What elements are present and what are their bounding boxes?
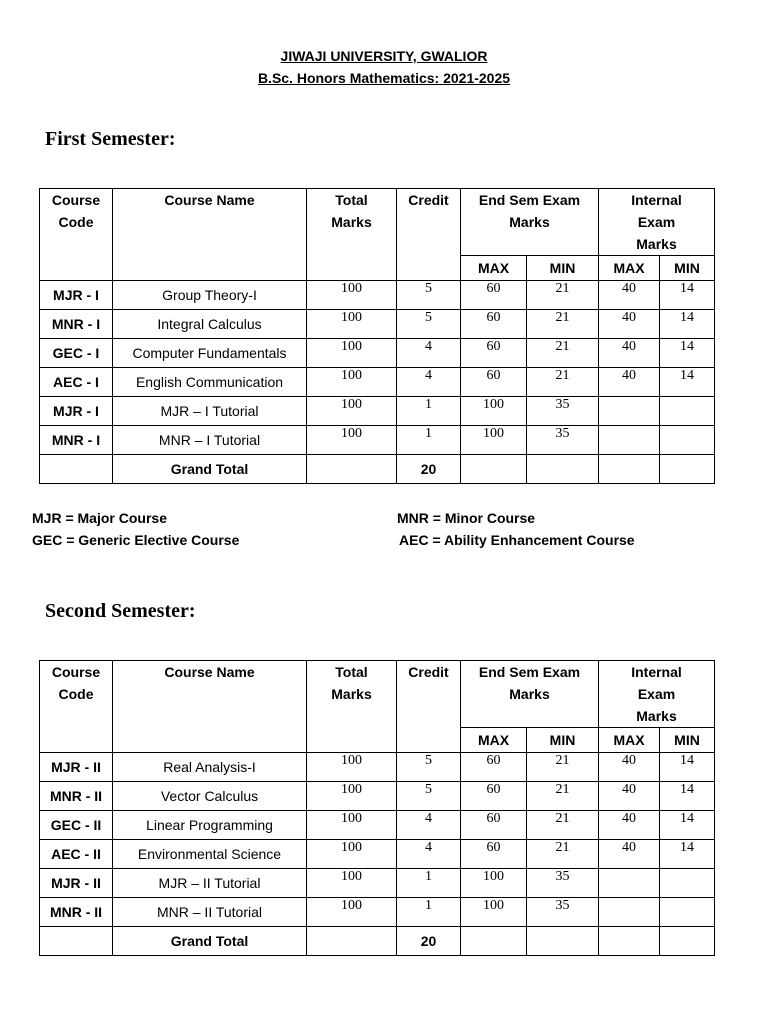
semester-2-title: Second Semester: bbox=[45, 600, 196, 622]
header-course-name: Course Name bbox=[113, 661, 307, 753]
grand-total-row bbox=[40, 927, 715, 956]
int-max: 40 bbox=[599, 782, 660, 811]
course-code: MNR - II bbox=[40, 782, 113, 811]
credit: 4 bbox=[397, 339, 461, 368]
int-max: 40 bbox=[599, 281, 660, 310]
empty-cell bbox=[527, 927, 599, 956]
table-row bbox=[40, 339, 715, 368]
course-name: Integral Calculus bbox=[113, 310, 307, 339]
table-row bbox=[40, 753, 715, 782]
table-row bbox=[40, 310, 715, 339]
total-marks: 100 bbox=[307, 753, 397, 782]
semester-2-table bbox=[39, 660, 715, 956]
course-name: Group Theory-I bbox=[113, 281, 307, 310]
course-code: GEC - I bbox=[40, 339, 113, 368]
credit: 5 bbox=[397, 782, 461, 811]
int-max: 40 bbox=[599, 840, 660, 869]
int-max: 40 bbox=[599, 753, 660, 782]
course-name: Vector Calculus bbox=[113, 782, 307, 811]
end-max: 60 bbox=[461, 753, 527, 782]
total-marks: 100 bbox=[307, 898, 397, 927]
header-course-code: Course Code bbox=[40, 661, 113, 753]
course-code: MJR - I bbox=[40, 281, 113, 310]
credit: 1 bbox=[397, 397, 461, 426]
end-max: 60 bbox=[461, 310, 527, 339]
credit: 5 bbox=[397, 753, 461, 782]
course-code: MNR - I bbox=[40, 426, 113, 455]
course-code: MNR - I bbox=[40, 310, 113, 339]
header-internal-marks: Internal Exam Marks bbox=[599, 189, 715, 256]
int-max bbox=[599, 426, 660, 455]
table-row bbox=[40, 869, 715, 898]
header-end-max: MAX bbox=[461, 256, 527, 281]
credit: 1 bbox=[397, 426, 461, 455]
table-row bbox=[40, 840, 715, 869]
end-min: 35 bbox=[527, 397, 599, 426]
empty-cell bbox=[527, 455, 599, 484]
grand-total-label: Grand Total bbox=[113, 927, 307, 956]
empty-cell bbox=[599, 455, 660, 484]
total-marks: 100 bbox=[307, 869, 397, 898]
int-max: 40 bbox=[599, 339, 660, 368]
credit: 1 bbox=[397, 869, 461, 898]
course-code: GEC - II bbox=[40, 811, 113, 840]
legend-mjr: MJR = Major Course bbox=[32, 510, 167, 526]
program-title: B.Sc. Honors Mathematics: 2021-2025 bbox=[257, 70, 511, 86]
end-max: 60 bbox=[461, 339, 527, 368]
legend-mnr: MNR = Minor Course bbox=[397, 510, 536, 526]
course-name: Computer Fundamentals bbox=[113, 339, 307, 368]
header-course-code: Course Code bbox=[40, 189, 113, 281]
end-max: 60 bbox=[461, 281, 527, 310]
int-min bbox=[660, 426, 715, 455]
legend-gec: GEC = Generic Elective Course bbox=[32, 532, 240, 548]
grand-total-credit: 20 bbox=[397, 927, 461, 956]
table-row bbox=[40, 368, 715, 397]
int-min bbox=[660, 869, 715, 898]
header-int-max: MAX bbox=[599, 256, 660, 281]
course-name: Real Analysis-I bbox=[113, 753, 307, 782]
table-row bbox=[40, 898, 715, 927]
table-row bbox=[40, 397, 715, 426]
end-min: 21 bbox=[527, 281, 599, 310]
end-min: 21 bbox=[527, 840, 599, 869]
header-course-name: Course Name bbox=[113, 189, 307, 281]
grand-total-row bbox=[40, 455, 715, 484]
total-marks: 100 bbox=[307, 426, 397, 455]
university-title: JIWAJI UNIVERSITY, GWALIOR bbox=[280, 48, 488, 64]
course-code: AEC - I bbox=[40, 368, 113, 397]
total-marks: 100 bbox=[307, 397, 397, 426]
end-min: 21 bbox=[527, 811, 599, 840]
end-min: 35 bbox=[527, 869, 599, 898]
course-code: MNR - II bbox=[40, 898, 113, 927]
int-max bbox=[599, 397, 660, 426]
header-end-sem-marks: End Sem Exam Marks bbox=[461, 189, 599, 256]
end-min: 21 bbox=[527, 339, 599, 368]
header-int-max: MAX bbox=[599, 728, 660, 753]
int-max bbox=[599, 869, 660, 898]
course-name: MNR – II Tutorial bbox=[113, 898, 307, 927]
int-min: 14 bbox=[660, 782, 715, 811]
header-internal-marks: Internal Exam Marks bbox=[599, 661, 715, 728]
header-total-marks: Total Marks bbox=[307, 661, 397, 753]
header-int-min: MIN bbox=[660, 728, 715, 753]
header-int-min: MIN bbox=[660, 256, 715, 281]
end-max: 100 bbox=[461, 869, 527, 898]
course-name: English Communication bbox=[113, 368, 307, 397]
empty-cell bbox=[461, 927, 527, 956]
end-min: 35 bbox=[527, 426, 599, 455]
empty-cell bbox=[599, 927, 660, 956]
int-min: 14 bbox=[660, 840, 715, 869]
header-credit: Credit bbox=[397, 661, 461, 753]
header-total-marks: Total Marks bbox=[307, 189, 397, 281]
header-end-min: MIN bbox=[527, 728, 599, 753]
table-row bbox=[40, 426, 715, 455]
end-min: 21 bbox=[527, 782, 599, 811]
grand-total-credit: 20 bbox=[397, 455, 461, 484]
int-max: 40 bbox=[599, 310, 660, 339]
table-row bbox=[40, 782, 715, 811]
credit: 5 bbox=[397, 281, 461, 310]
end-min: 21 bbox=[527, 310, 599, 339]
int-min: 14 bbox=[660, 811, 715, 840]
int-max bbox=[599, 898, 660, 927]
empty-cell bbox=[307, 927, 397, 956]
legend-aec: AEC = Ability Enhancement Course bbox=[399, 532, 635, 548]
course-name: MNR – I Tutorial bbox=[113, 426, 307, 455]
course-name: Linear Programming bbox=[113, 811, 307, 840]
end-min: 35 bbox=[527, 898, 599, 927]
credit: 5 bbox=[397, 310, 461, 339]
int-min: 14 bbox=[660, 339, 715, 368]
semester-1-table bbox=[39, 188, 715, 484]
total-marks: 100 bbox=[307, 339, 397, 368]
total-marks: 100 bbox=[307, 782, 397, 811]
header-end-sem-marks: End Sem Exam Marks bbox=[461, 661, 599, 728]
semester-1-title: First Semester: bbox=[45, 128, 176, 150]
course-name: MJR – I Tutorial bbox=[113, 397, 307, 426]
grand-total-label: Grand Total bbox=[113, 455, 307, 484]
empty-cell bbox=[40, 927, 113, 956]
int-max: 40 bbox=[599, 811, 660, 840]
total-marks: 100 bbox=[307, 310, 397, 339]
end-max: 100 bbox=[461, 426, 527, 455]
course-code: AEC - II bbox=[40, 840, 113, 869]
course-code: MJR - II bbox=[40, 753, 113, 782]
total-marks: 100 bbox=[307, 368, 397, 397]
total-marks: 100 bbox=[307, 840, 397, 869]
credit: 1 bbox=[397, 898, 461, 927]
empty-cell bbox=[660, 455, 715, 484]
int-min bbox=[660, 898, 715, 927]
empty-cell bbox=[40, 455, 113, 484]
total-marks: 100 bbox=[307, 281, 397, 310]
header-end-min: MIN bbox=[527, 256, 599, 281]
credit: 4 bbox=[397, 811, 461, 840]
int-min: 14 bbox=[660, 753, 715, 782]
course-name: MJR – II Tutorial bbox=[113, 869, 307, 898]
int-min bbox=[660, 397, 715, 426]
end-max: 100 bbox=[461, 397, 527, 426]
int-max: 40 bbox=[599, 368, 660, 397]
header-end-max: MAX bbox=[461, 728, 527, 753]
end-min: 21 bbox=[527, 368, 599, 397]
credit: 4 bbox=[397, 840, 461, 869]
course-code: MJR - I bbox=[40, 397, 113, 426]
int-min: 14 bbox=[660, 310, 715, 339]
credit: 4 bbox=[397, 368, 461, 397]
course-name: Environmental Science bbox=[113, 840, 307, 869]
end-max: 60 bbox=[461, 368, 527, 397]
int-min: 14 bbox=[660, 368, 715, 397]
empty-cell bbox=[660, 927, 715, 956]
end-max: 60 bbox=[461, 811, 527, 840]
total-marks: 100 bbox=[307, 811, 397, 840]
end-max: 100 bbox=[461, 898, 527, 927]
empty-cell bbox=[461, 455, 527, 484]
table-row bbox=[40, 811, 715, 840]
course-code: MJR - II bbox=[40, 869, 113, 898]
table-row bbox=[40, 281, 715, 310]
int-min: 14 bbox=[660, 281, 715, 310]
empty-cell bbox=[307, 455, 397, 484]
header-credit: Credit bbox=[397, 189, 461, 281]
end-max: 60 bbox=[461, 782, 527, 811]
end-max: 60 bbox=[461, 840, 527, 869]
end-min: 21 bbox=[527, 753, 599, 782]
